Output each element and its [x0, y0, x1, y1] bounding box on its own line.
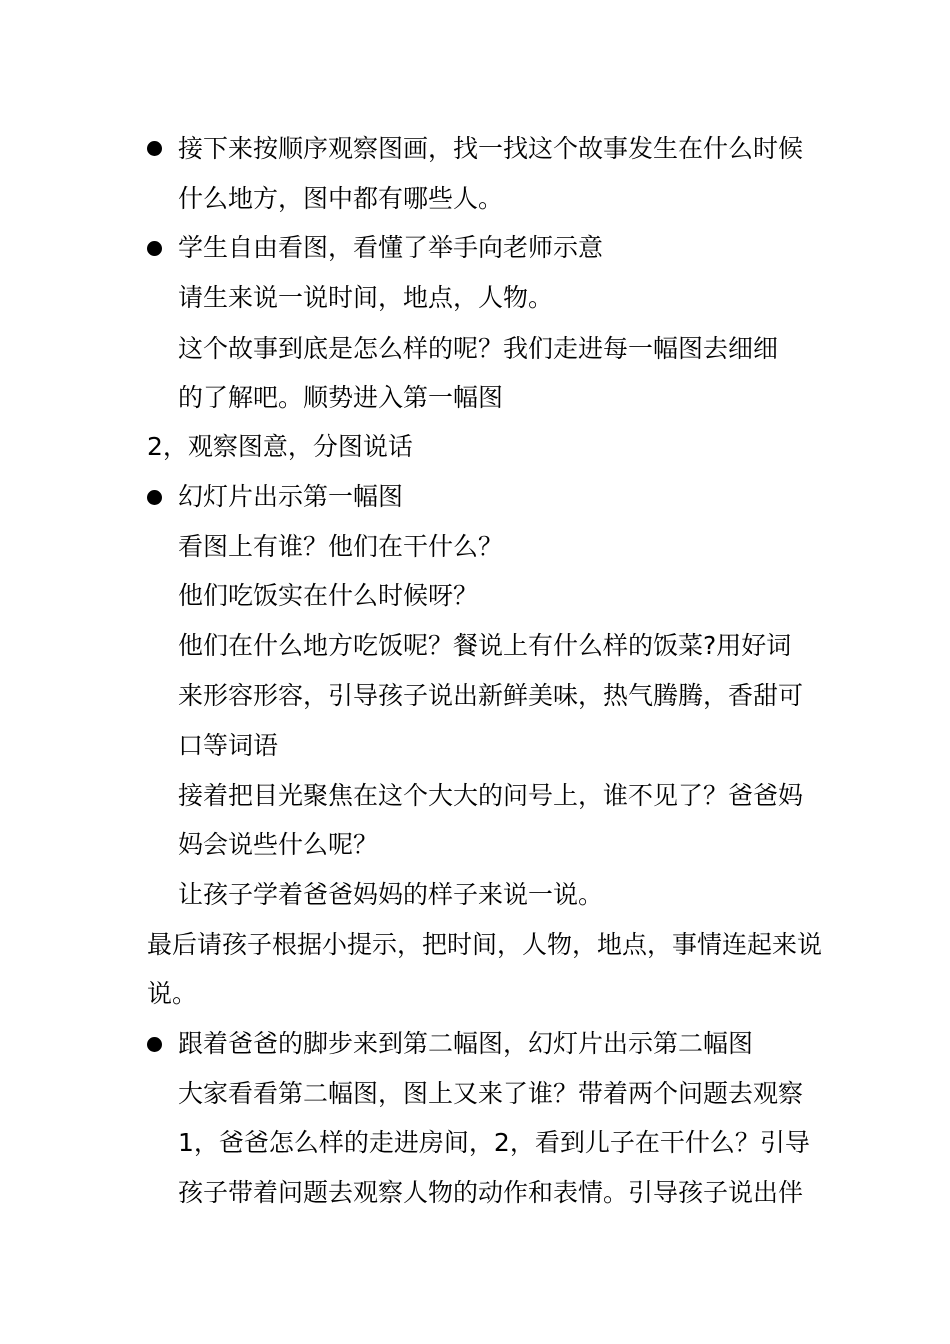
text-line: 他们吃饭实在什么时候呀？: [178, 581, 479, 610]
text-line: 接下来按顺序观察图画，找一找这个故事发生在什么时候: [178, 134, 804, 163]
text-line: 幻灯片出示第一幅图: [178, 482, 404, 511]
bullet-icon: [147, 490, 162, 505]
text-line: 他们在什么地方吃饭呢？餐说上有什么样的饭菜?用好词: [178, 631, 792, 660]
text-line: 妈会说些什么呢？: [178, 830, 379, 859]
text-line: 的了解吧。顺势进入第一幅图: [178, 383, 504, 412]
text-line: 让孩子学着爸爸妈妈的样子来说一说。: [178, 880, 604, 909]
text-line: 看图上有谁？他们在干什么？: [178, 532, 504, 561]
text-line: 请生来说一说时间，地点，人物。: [178, 283, 554, 312]
text-line: 跟着爸爸的脚步来到第二幅图，幻灯片出示第二幅图: [178, 1029, 754, 1058]
text-line: 学生自由看图，看懂了举手向老师示意: [178, 233, 604, 262]
bullet-icon: [147, 1037, 162, 1052]
bullet-icon: [147, 141, 162, 156]
section-heading: 2，观察图意，分图说话: [147, 432, 413, 461]
text-line: 这个故事到底是怎么样的呢？我们走进每一幅图去细细: [178, 334, 779, 363]
text-line: 孩子带着问题去观察人物的动作和表情。引导孩子说出伴: [178, 1178, 804, 1207]
text-line: 1，爸爸怎么样的走进房间，2，看到儿子在干什么？引导: [178, 1128, 810, 1157]
text-line: 什么地方，图中都有哪些人。: [178, 184, 504, 213]
text-line: 说。: [147, 979, 198, 1008]
text-line: 接着把目光聚焦在这个大大的问号上，谁不见了？爸爸妈: [178, 781, 804, 810]
text-line: 大家看看第二幅图，图上又来了谁？带着两个问题去观察: [178, 1079, 804, 1108]
text-line: 来形容形容，引导孩子说出新鲜美味，热气腾腾，香甜可: [178, 681, 804, 710]
bullet-icon: [147, 241, 162, 256]
text-line: 最后请孩子根据小提示，把时间，人物，地点，事情连起来说: [147, 930, 823, 959]
text-line: 口等词语: [178, 731, 279, 760]
